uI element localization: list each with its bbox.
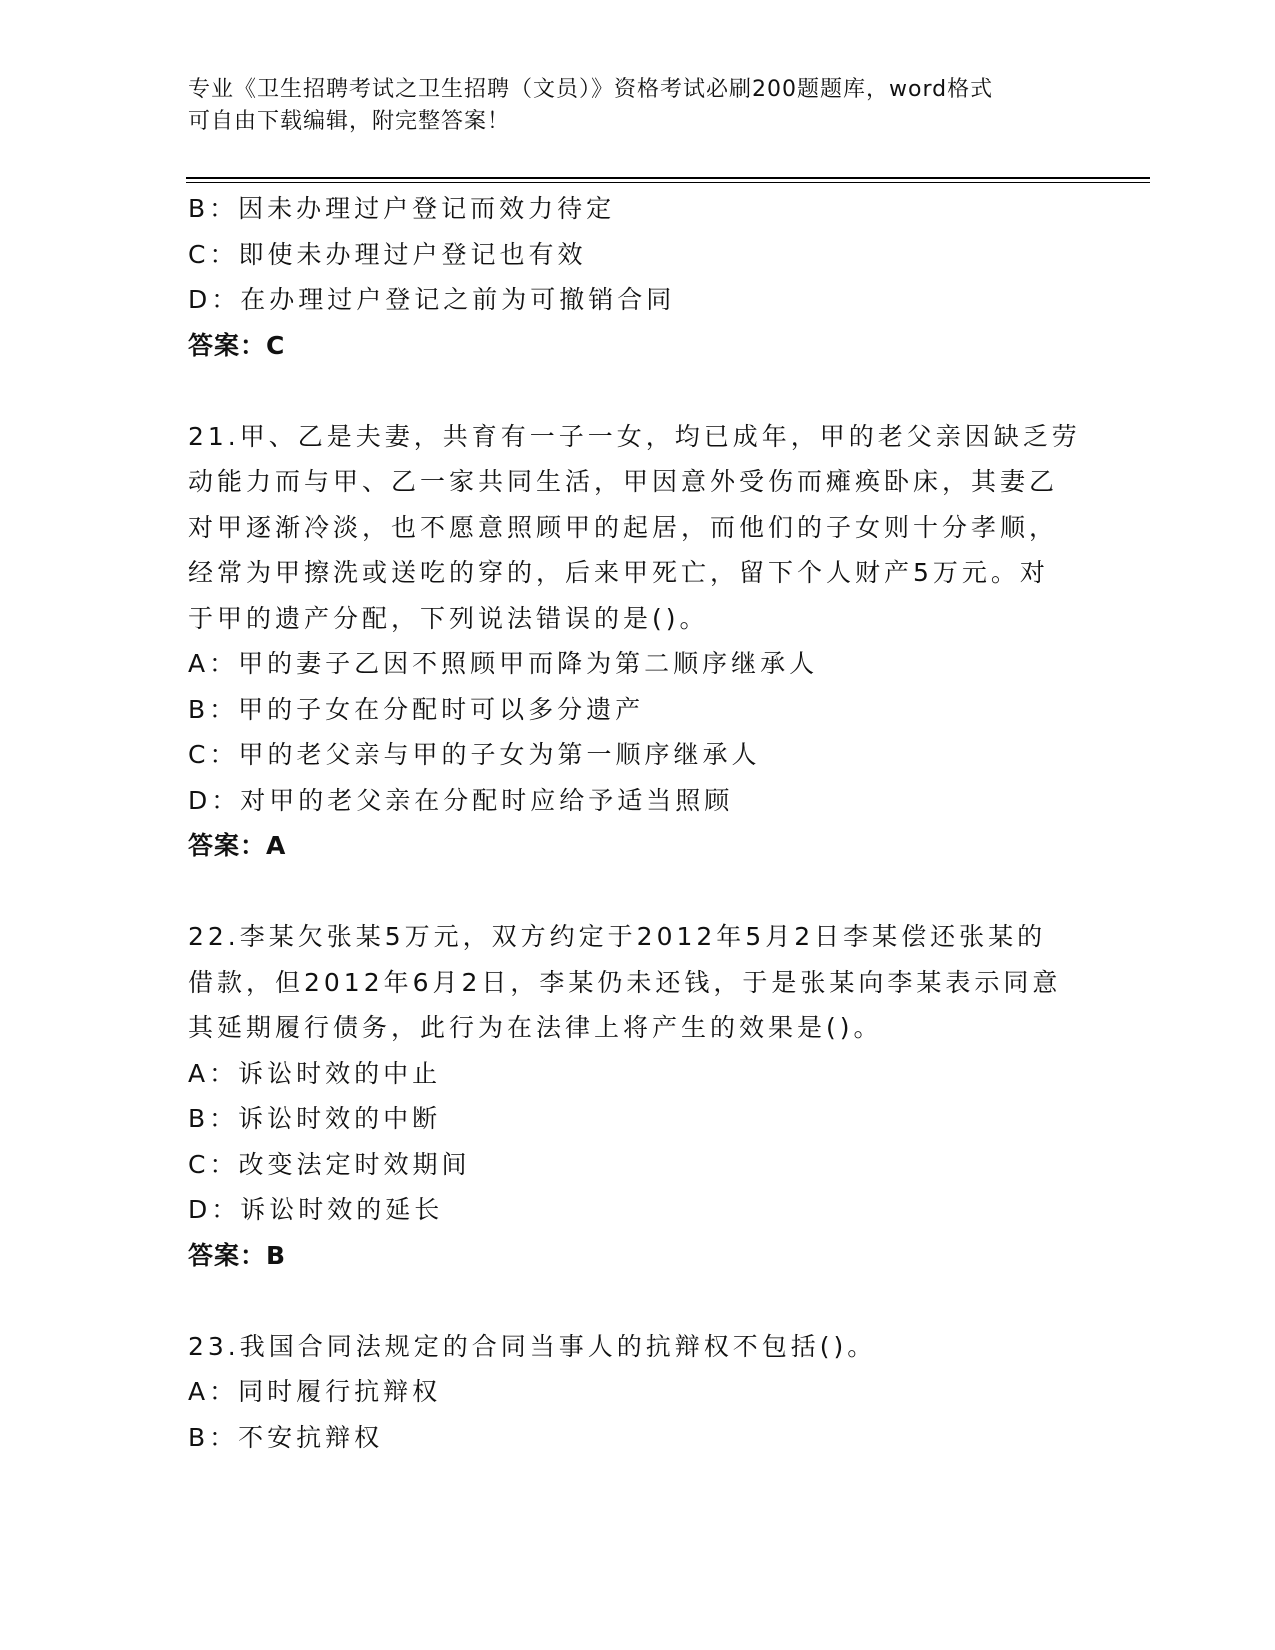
header-line-2: 可自由下载编辑，附完整答案！: [188, 109, 511, 134]
q21-option-d: D：对甲的老父亲在分配时应给予适当照顾: [188, 785, 734, 815]
q21-option-c: C：甲的老父亲与甲的子女为第一顺序继承人: [188, 740, 761, 769]
q21-option-a: A：甲的妻子乙因不照顾甲而降为第二顺序继承人: [188, 649, 819, 678]
spacer: [188, 1278, 1088, 1324]
q21-stem-line: 21.甲、乙是夫妻，共育有一子一女，均已成年，甲的老父亲因缺乏劳: [188, 421, 1081, 451]
q22-stem-line: 借款，但2012年6月2日，李某仍未还钱，于是张某向李某表示同意: [188, 967, 1062, 997]
q23-stem-line: 23.我国合同法规定的合同当事人的抗辩权不包括()。: [188, 1331, 877, 1361]
q21-stem-line: 经常为甲擦洗或送吃的穿的，后来甲死亡，留下个人财产5万元。对: [188, 558, 1049, 587]
q22-stem-line: 22.李某欠张某5万元，双方约定于2012年5月2日李某偿还张某的: [188, 922, 1047, 951]
q21-option-b: B：甲的子女在分配时可以多分遗产: [188, 694, 645, 724]
q23-option-b: B：不安抗辩权: [188, 1422, 384, 1452]
q20-answer: 答案：C: [188, 330, 286, 360]
question-21: [188, 414, 1088, 869]
q20-option-b: B：因未办理过户登记而效力待定: [188, 194, 616, 223]
q22-stem-line: 其延期履行债务，此行为在法律上将产生的效果是()。: [188, 1013, 883, 1042]
q22-option-c: C：改变法定时效期间: [188, 1149, 471, 1179]
q22-answer: 答案：B: [188, 1240, 287, 1270]
q21-stem-line: 对甲逐渐冷淡，也不愿意照顾甲的起居，而他们的子女则十分孝顺，: [188, 512, 1059, 542]
q23-option-a: A：同时履行抗辩权: [188, 1377, 442, 1406]
q22-option-b: B：诉讼时效的中断: [188, 1104, 442, 1133]
q22-option-d: D：诉讼时效的延长: [188, 1195, 444, 1224]
question-22: [188, 914, 1088, 1278]
spacer: [188, 368, 1088, 414]
q21-stem-line: 于甲的遗产分配，下列说法错误的是()。: [188, 603, 709, 633]
q22-option-a: A：诉讼时效的中止: [188, 1058, 442, 1088]
header-divider-thin: [186, 182, 1150, 183]
q21-answer: 答案：A: [188, 831, 287, 860]
spacer: [188, 869, 1088, 915]
document-header: [188, 74, 1068, 138]
q21-stem-line: 动能力而与甲、乙一家共同生活，甲因意外受伤而瘫痪卧床，其妻乙: [188, 467, 1059, 496]
header-divider-thick: [186, 177, 1150, 179]
question-20-tail: [188, 186, 1088, 368]
q20-option-c: C：即使未办理过户登记也有效: [188, 239, 587, 269]
header-line-1: 专业《卫生招聘考试之卫生招聘（文员）》资格考试必刷200题题库，word格式: [188, 77, 994, 102]
question-23: [188, 1324, 1088, 1461]
question-content: [188, 186, 1088, 1460]
q20-option-d: D：在办理过户登记之前为可撤销合同: [188, 285, 676, 314]
